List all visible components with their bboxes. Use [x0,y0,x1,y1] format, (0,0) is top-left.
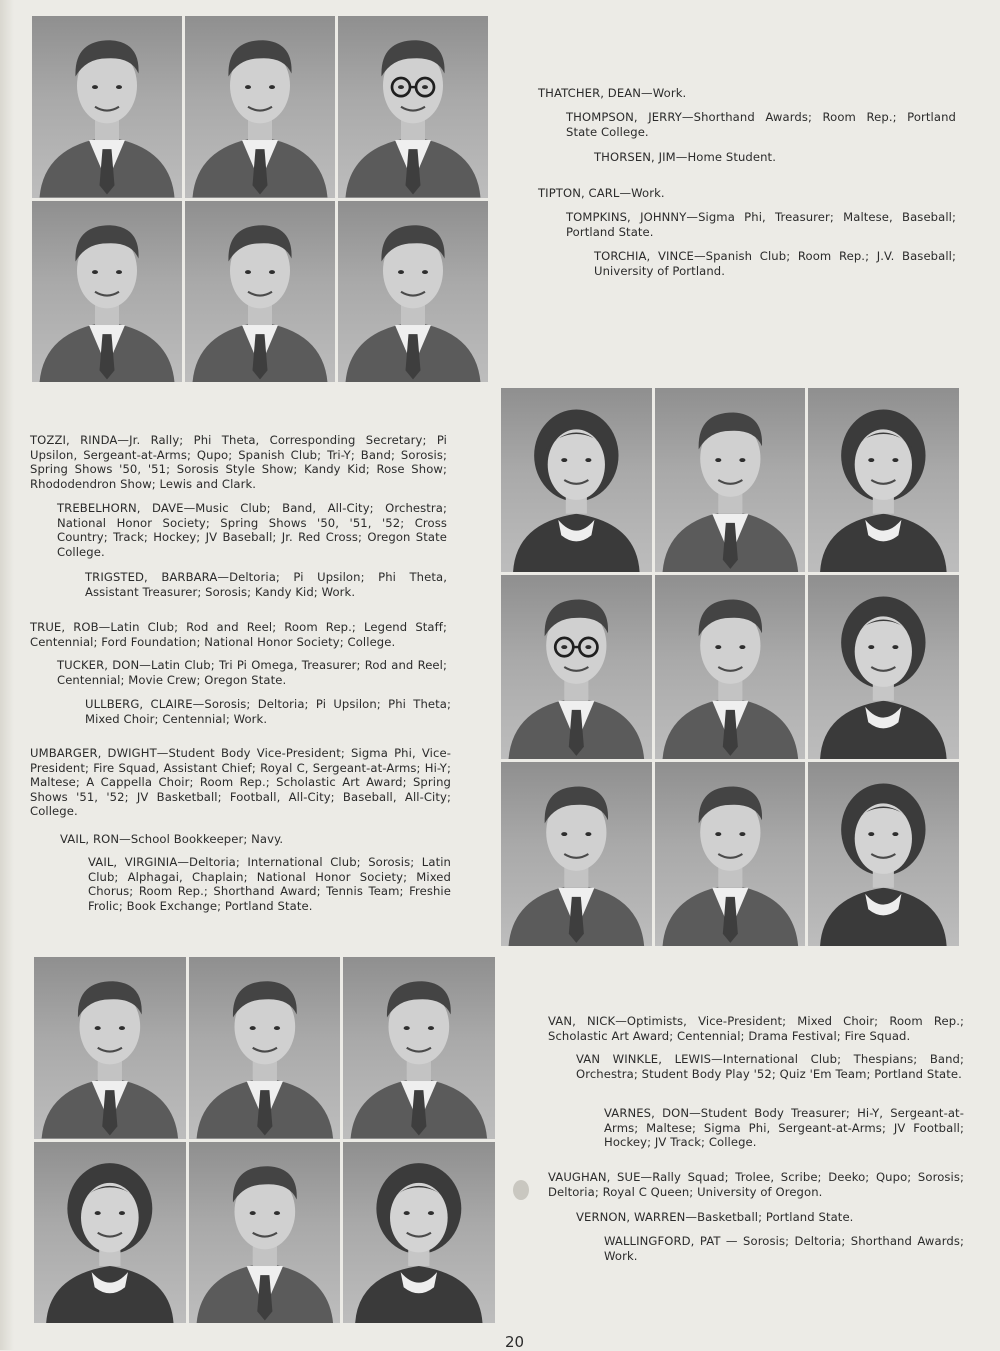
top-left-portrait-3 [338,16,488,198]
middle-right-portrait-7 [501,762,652,946]
entry-van: VAN, NICK—Optimists, Vice-President; Mixed Choir; Room Rep.; Scholastic Art Award; Centennial; Drama Festival; Fire Squad. [548,1014,964,1043]
middle-right-portrait-3 [808,388,959,572]
middle-right-portrait-1 [501,388,652,572]
entry-vail-ron: VAIL, RON—School Bookkeeper; Navy. [60,832,284,846]
top-left-portrait-4 [32,201,182,383]
entry-tozzi: TOZZI, RINDA—Jr. Rally; Phi Theta, Corresponding Secretary; Pi Upsilon, Sergeant-at-Arms; Qupo; Spanish Club; Tri-Y; Band; Sorosis; Spring Shows '50, '51; Sorosis Style Show; Kandy Kid; Rose Show; Rhododendron Show; Lewis and Clark. [30,433,447,491]
entry-tompkins: TOMPKINS, JOHNNY—Sigma Phi, Treasurer; Maltese, Baseball; Portland State. [566,210,956,239]
portrait-grid-top-left [32,16,488,382]
middle-right-portrait-2 [655,388,806,572]
entry-wallingford: WALLINGFORD, PAT — Sorosis; Deltoria; Shorthand Awards; Work. [604,1234,964,1263]
top-left-portrait-1 [32,16,182,198]
entry-trigsted: TRIGSTED, BARBARA—Deltoria; Pi Upsilon; Phi Theta, Assistant Treasurer; Sorosis; Kandy Kid; Work. [85,570,447,599]
bottom-left-portrait-6 [343,1142,495,1324]
entry-varnes: VARNES, DON—Student Body Treasurer; Hi-Y, Sergeant-at-Arms; Maltese; Sigma Phi, Sergeant-at-Arms; JV Football; Hockey; JV Track; College. [604,1106,964,1150]
entry-torchia: TORCHIA, VINCE—Spanish Club; Room Rep.; J.V. Baseball; University of Portland. [594,249,956,278]
middle-right-portrait-5 [655,575,806,759]
bottom-left-portrait-2 [189,957,341,1139]
portrait-grid-bottom-left [34,957,495,1323]
top-left-portrait-6 [338,201,488,383]
portrait-grid-middle-right [501,388,959,946]
top-left-portrait-2 [185,16,335,198]
entry-true: TRUE, ROB—Latin Club; Rod and Reel; Room Rep.; Legend Staff; Centennial; Ford Foundation; National Honor Society; College. [30,620,447,649]
entry-vernon: VERNON, WARREN—Basketball; Portland State. [576,1210,854,1224]
entry-trebelhorn: TREBELHORN, DAVE—Music Club; Band, All-City; Orchestra; National Honor Society; Spring Shows '50, '51, '52; Cross Country; Track; Hockey; JV Baseball; Jr. Red Cross; Oregon State College. [57,501,447,559]
bottom-left-portrait-3 [343,957,495,1139]
middle-right-portrait-6 [808,575,959,759]
page-edge-shadow [0,0,14,1350]
entry-thompson: THOMPSON, JERRY—Shorthand Awards; Room Rep.; Portland State College. [566,110,956,139]
entry-vaughan: VAUGHAN, SUE—Rally Squad; Trolee, Scribe; Deeko; Qupo; Sorosis; Deltoria; Royal C Queen; University of Oregon. [548,1170,964,1199]
entry-van-winkle: VAN WINKLE, LEWIS—International Club; Thespians; Band; Orchestra; Student Body Play '52; Quiz 'Em Team; Portland State. [576,1052,964,1081]
top-left-portrait-5 [185,201,335,383]
entry-umbarger: UMBARGER, DWIGHT—Student Body Vice-President; Sigma Phi, Vice-President; Fire Squad, Assistant Chief; Royal C, Sergeant-at-Arms; Hi-Y; Maltese; A Cappella Choir; Room Rep.; Scholastic Art Award; Spring Shows '51, '52; JV Basketball; Football, All-City; Baseball, All-City; College. [30,746,451,819]
middle-right-portrait-9 [808,762,959,946]
entry-thorsen: THORSEN, JIM—Home Student. [594,150,776,164]
page-number: 20 [505,1333,525,1351]
entry-tipton: TIPTON, CARL—Work. [538,186,665,200]
bottom-left-portrait-5 [189,1142,341,1324]
entry-ullberg: ULLBERG, CLAIRE—Sorosis; Deltoria; Pi Upsilon; Phi Theta; Mixed Choir; Centennial; Work. [85,697,451,726]
middle-right-portrait-8 [655,762,806,946]
middle-right-portrait-4 [501,575,652,759]
bottom-left-portrait-4 [34,1142,186,1324]
entry-thatcher: THATCHER, DEAN—Work. [538,86,687,100]
paper-speck [513,1180,529,1200]
bottom-left-portrait-1 [34,957,186,1139]
entry-vail-virginia: VAIL, VIRGINIA—Deltoria; International Club; Sorosis; Latin Club; Alphagai, Chaplain; National Honor Society; Mixed Chorus; Room Rep.; Shorthand Award; Tennis Team; Freshie Frolic; Book Exchange; Portland State. [88,855,451,913]
entry-tucker: TUCKER, DON—Latin Club; Tri Pi Omega, Treasurer; Rod and Reel; Centennial; Movie Crew; Oregon State. [57,658,447,687]
